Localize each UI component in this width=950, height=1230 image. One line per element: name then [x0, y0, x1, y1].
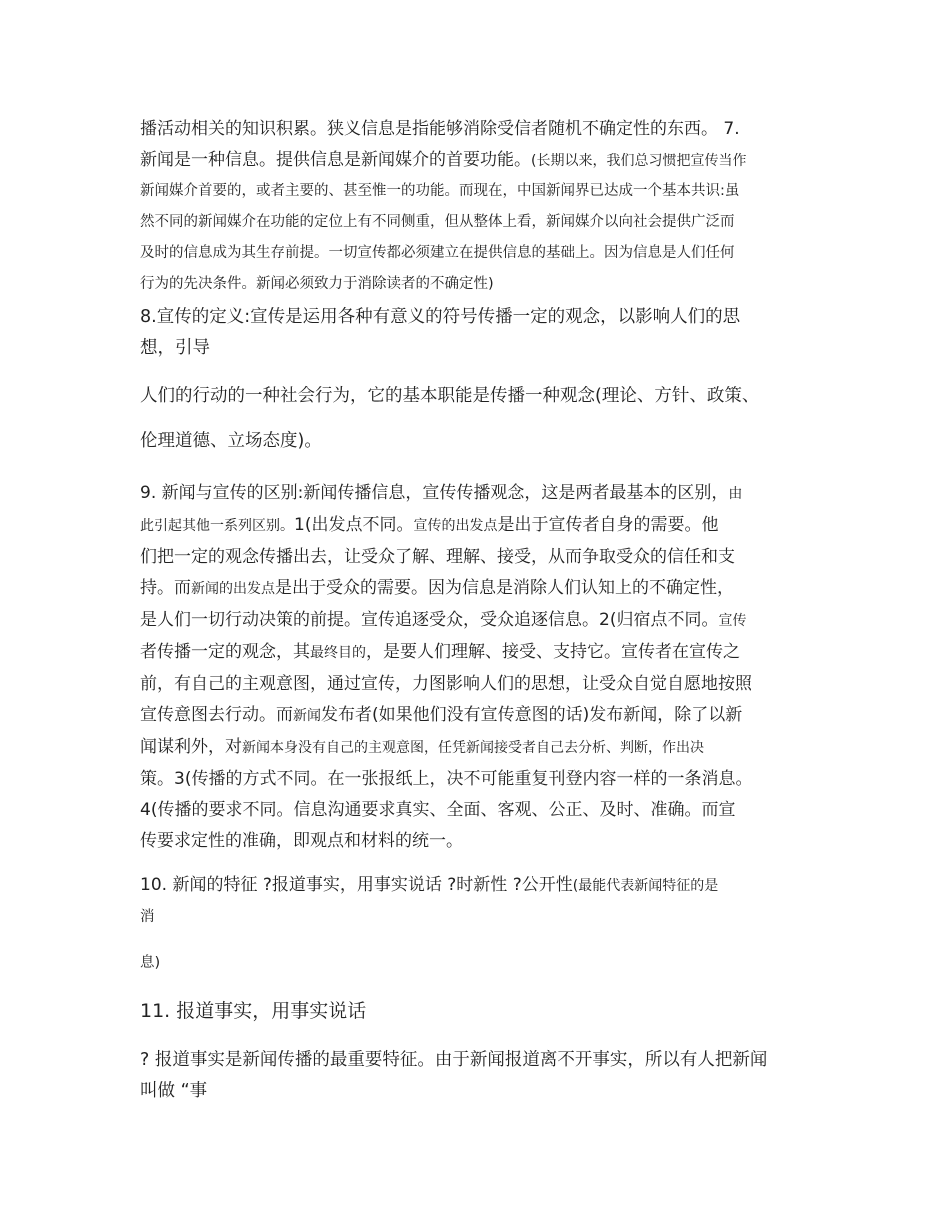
paragraph-10-line-2: 消 — [140, 909, 155, 925]
paragraph-9-line-3: 们把一定的观念传播出去，让受众了解、理解、接受，从而争取受众的信任和支 — [140, 547, 735, 567]
paragraph-7-note-line-3: 及时的信息成为其生存前提。一切宣传都必须建立在提供信息的基础上。因为信息是人们任何 — [140, 245, 735, 261]
paragraph-9-line-6 — [140, 637, 812, 669]
paragraph-9-line-6-small: 最终目的 — [310, 645, 366, 661]
paragraph-7-note-line-2: 然不同的新闻媒介在功能的定位上有不同侧重，但从整体上看，新闻媒介以向社会提供广泛而 — [140, 214, 735, 230]
paragraph-9-line-6-a: 者传播一定的观念，其 — [140, 642, 310, 662]
paragraph-9-line-5 — [140, 605, 812, 637]
paragraph-9-line-1 — [140, 478, 812, 510]
paragraph-9-line-4-b: 是出于受众的需要。因为信息是消除人们认知上的不确定性， — [275, 578, 734, 598]
paragraph-7-line-1: 播活动相关的知识积累。狭义信息是指能够消除受信者随机不确定性的东西。 7. — [140, 119, 740, 139]
paragraph-9-line-12: 传要求定性的准确，即观点和材料的统一。 — [140, 831, 463, 851]
paragraph-9-line-7: 前，有自己的主观意图，通过宣传，力图影响人们的思想，让受众自觉自愿地按照 — [140, 674, 752, 694]
paragraph-9-line-2-b: 是出于宣传者自身的需要。他 — [497, 515, 719, 535]
paragraph-7-line-2 — [140, 145, 812, 177]
paragraph-7-note — [140, 176, 812, 300]
section-11-heading — [140, 996, 812, 1027]
paragraph-9-line-4 — [140, 573, 812, 605]
paragraph-7-line-2-main: 新闻是一种信息。提供信息是新闻媒介的首要功能。 — [140, 150, 531, 170]
paragraph-9-line-4-small: 新闻的出发点 — [191, 581, 275, 597]
paragraph-10-line-1-small: (最能代表新闻特征的是 — [572, 878, 719, 894]
paragraph-11-line-1: ? 报道事实是新闻传播的最重要特征。由于新闻报道离不开事实，所以有人把新闻 — [140, 1050, 768, 1070]
paragraph-9-line-8 — [140, 700, 812, 732]
paragraph-9-line-5-main: 是人们一切行动决策的前提。宣传追逐受众，受众追逐信息。2(归宿点不同。 — [140, 610, 719, 630]
paragraph-11-line-2: 叫做 “事 — [140, 1081, 208, 1101]
paragraph-9-line-8-small: 新闻 — [293, 708, 321, 724]
paragraph-9-line-2-small: 此引起其他一系列区别。 — [140, 518, 294, 534]
paragraph-9-line-8-b: 发布者(如果他们没有宣传意图的话)发布新闻，除了以新 — [321, 705, 743, 725]
paragraph-8-line-1: 8.宣传的定义:宣传是运用各种有意义的符号传播一定的观念，以影响人们的思 — [140, 307, 741, 327]
paragraph-9-line-9 — [140, 732, 812, 764]
paragraph-11 — [140, 1045, 812, 1107]
paragraph-9-line-4-a: 持。而 — [140, 578, 191, 598]
paragraph-9-line-9-small: 新闻本身没有自己的主观意图，任凭新闻接受者自己去分析、判断，作出决 — [242, 740, 704, 756]
paragraph-10-line-1-main: 10. 新闻的特征 ?报道事实，用事实说话 ?时新性 ?公开性 — [140, 875, 573, 895]
paragraph-10 — [140, 870, 812, 902]
paragraph-8 — [140, 302, 812, 364]
paragraph-8-line-4: 伦理道德、立场态度)。 — [140, 431, 322, 451]
paragraph-9-line-2-a: 1(出发点不同。 — [294, 515, 414, 535]
paragraph-9-line-10: 策。3(传播的方式不同。在一张报纸上，决不可能重复刊登内容一样的一条消息。 — [140, 769, 753, 789]
paragraph-7-note-line-1: 新闻媒介首要的，或者主要的、甚至惟一的功能。而现在，中国新闻界已达成一个基本共识:虽 — [140, 183, 740, 199]
paragraph-8-end — [140, 426, 812, 457]
paragraph-9-line-2 — [140, 510, 812, 542]
paragraph-10-continued — [140, 902, 812, 933]
section-11-title: 11. 报道事实，用事实说话 — [140, 1000, 367, 1022]
paragraph-9-line-1-small: 由 — [728, 486, 743, 502]
paragraph-9 — [140, 478, 812, 857]
paragraph-9-line-2-small-2: 宣传的出发点 — [413, 518, 498, 534]
paragraph-10-line-3: 息) — [140, 955, 161, 971]
paragraph-7 — [140, 114, 812, 177]
paragraph-8-continued — [140, 381, 812, 412]
paragraph-9-line-6-b: ，是要人们理解、接受、支持它。宣传者在宣传之 — [366, 642, 740, 662]
paragraph-8-line-2: 想，引导 — [140, 338, 210, 358]
paragraph-9-line-9-a: 闻谋利外，对 — [140, 737, 242, 757]
paragraph-9-line-5-small: 宣传 — [718, 613, 747, 629]
paragraph-9-line-1-main: 9. 新闻与宣传的区别:新闻传播信息，宣传传播观念，这是两者最基本的区别， — [140, 483, 729, 503]
paragraph-9-line-8-a: 宣传意图去行动。而 — [140, 705, 293, 725]
paragraph-10-line-1 — [140, 870, 812, 902]
paragraph-7-line-2-note: (长期以来，我们总习惯把宣传当作 — [531, 153, 747, 169]
paragraph-10-end — [140, 948, 812, 979]
paragraph-7-note-line-4: 行为的先决条件。新闻必须致力于消除读者的不确定性) — [140, 276, 494, 292]
paragraph-9-line-11: 4(传播的要求不同。信息沟通要求真实、全面、客观、公正、及时、准确。而宣 — [140, 800, 736, 820]
paragraph-8-line-3: 人们的行动的一种社会行为，它的基本职能是传播一种观念(理论、方针、政策、 — [140, 386, 760, 406]
